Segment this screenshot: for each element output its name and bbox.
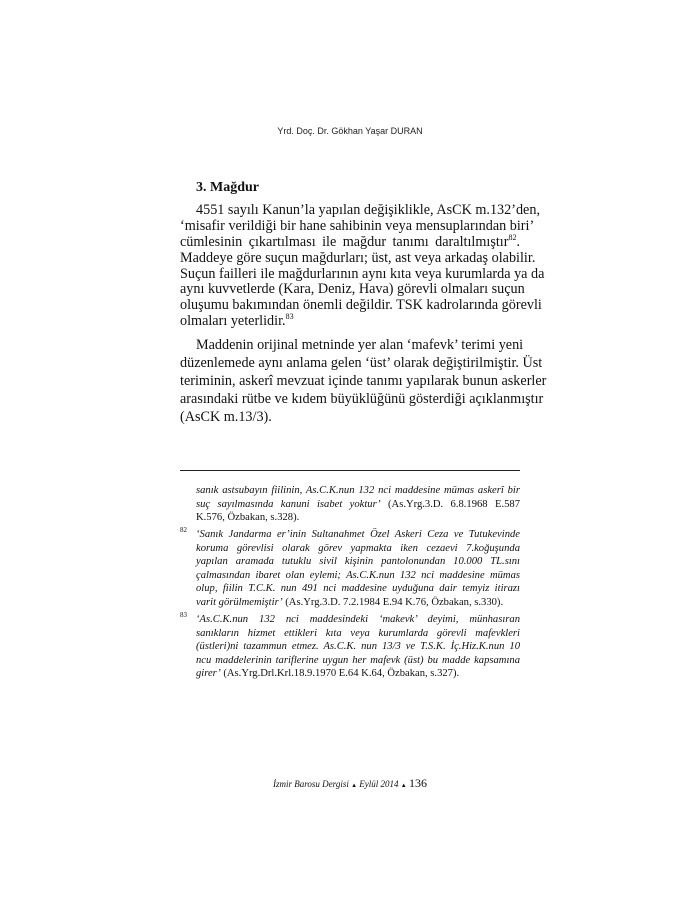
page-number: 136 [409, 776, 427, 790]
paragraph-2 [180, 336, 547, 426]
section-heading: 3. Mağdur [196, 180, 259, 195]
text-line: aynı kuvvetlerde (Kara, Deniz, Hava) görevli olmaları suçun [180, 281, 525, 298]
page-footer [0, 776, 700, 791]
text-line: 4551 sayılı Kanun’la yapılan değişiklikle, AsCK m.132’den, [196, 202, 540, 218]
footnote-ref[interactable]: 83 [285, 312, 294, 322]
text-line: cümlesinin çıkartılması ile mağdur tanımı daraltılmıştır$^{82}$. [180, 232, 520, 250]
footnote-divider [180, 470, 520, 471]
text-line: teriminin, askerî mevzuat içinde tanımı yapılarak bunun askerler [180, 373, 547, 389]
separator-icon: ▲ [400, 783, 407, 789]
text-line: oluşumu bakımından önemli değildir. TSK kadrolarında görevli [180, 297, 542, 314]
footnote-ref[interactable]: 82 [508, 232, 517, 242]
text-line: Suçun failleri ile mağdurlarının aynı kıta veya kurumlarda ya da [180, 265, 545, 282]
footnote-continued: sanık astsubayın fiilinin, As.C.K.nun 132 nci maddesine mümas askerî bir suç sayılmasında kanuni isabet yoktur’ (As.Yrg.3.D. 6.8.1968 E.587 K.576, Özbakan, s.328). [196, 485, 520, 524]
text-line: arasındaki rütbe ve kıdem büyüklüğünü gösterdiği açıklanmıştır [180, 391, 544, 407]
issue-date: Eylül 2014 [359, 779, 399, 789]
running-header: Yrd. Doç. Dr. Gökhan Yaşar DURAN [277, 126, 423, 136]
separator-icon: ▲ [351, 783, 358, 789]
text-line: Maddenin orijinal metninde yer alan ‘mafevk’ terimi yeni [196, 337, 524, 353]
footnote-number: 82 [180, 526, 187, 534]
journal-name: İzmir Barosu Dergisi [273, 779, 349, 789]
footnote-82: 82 ‘Sanık Jandarma er’inin Sultanahmet Özel Askeri Ceza ve Tutukevinde koruma görevlisi olarak görev yapmakta iken cezaevi 7.koğuşunda yapılan aramada tutuklu sivil kişinin pantolonundan 10.000 TL.sını çalmasından ibaret olan eylemi; As.C.K.nun 132 nci maddesine mümas olup, fiilin T.C.K. nun 491 nci maddesine uyduğuna dair temyiz itirazı varit görülmemiştir’ (As.Yrg.3.D. 7.2.1984 E.94 K.76, Özbakan, s.330). [180, 526, 520, 608]
text-line: ‘misafir verildiği bir hane sahibinin veya mensuplarından biri’ [180, 217, 535, 234]
text-line: (AsCK m.13/3). [180, 409, 272, 425]
text-line: olmaları yeterlidir.$^{83}$ [180, 312, 294, 330]
paragraph-1 [180, 202, 545, 330]
text-line: düzenlemede aynı anlama gelen ‘üst’ olarak değiştirilmiştir. Üst [180, 355, 543, 371]
footnote-83: 83 ‘As.C.K.nun 132 nci maddesindeki ‘makevk’ deyimi, münhasıran sanıkların hizmet ettikleri kıta veya kurumlarda görevli mafevkleri (üstleri)ni tazammun etmez. As.C.K. nun 13/3 ve T.S.K. İç.Hiz.K.nun 10 ncu maddelerinin tariflerine uygun her mafevk (üst) bu madde kapsamına girer’ (As.Yrg.Drl.Krl.18.9.1970 E.64 K.64, Özbakan, s.327). [180, 611, 520, 680]
text-line: Maddeye göre suçun mağdurları; üst, ast veya arkadaş olabilir. [180, 249, 536, 266]
footnote-number: 83 [180, 611, 187, 619]
